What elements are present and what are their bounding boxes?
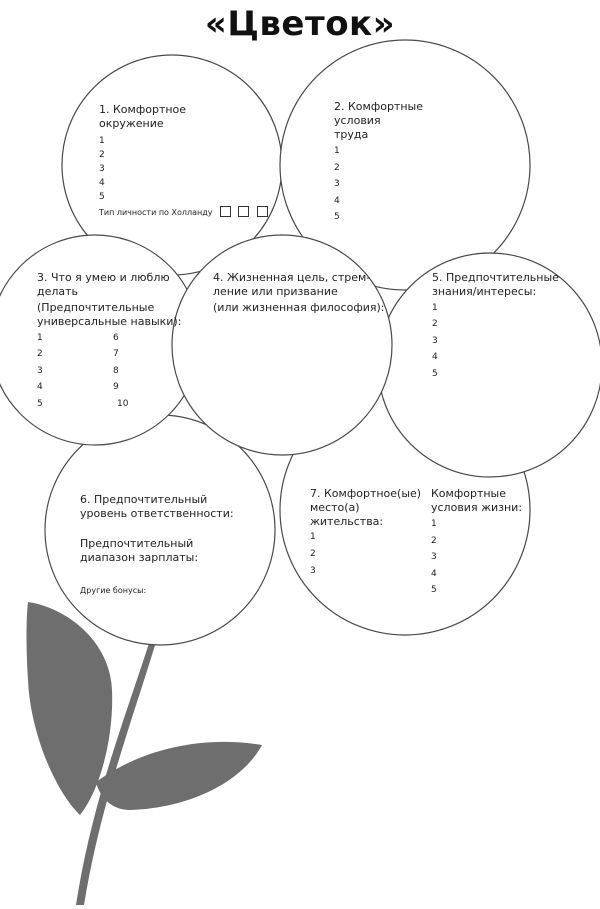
petal-5-number: 1	[432, 303, 438, 313]
life-conditions-number: 1	[431, 519, 437, 529]
petal-1-number: 5	[99, 192, 105, 202]
salary-heading-line-1: Предпочтительный	[80, 537, 194, 550]
petal-2-heading-line-3: труда	[334, 128, 369, 141]
petal-4-heading-line-1: 4. Жизненная цель, стрем-	[213, 271, 371, 284]
stem-and-leaves	[27, 602, 263, 905]
petal-5-number: 4	[432, 352, 438, 362]
other-bonuses-label: Другие бонусы:	[80, 586, 147, 595]
petal-2-number: 1	[334, 146, 340, 156]
petal-6-heading-line-1: 6. Предпочтительный	[80, 493, 208, 506]
petal-3-number: 10	[117, 399, 129, 409]
petal-1-number: 4	[99, 178, 105, 188]
petal-7-number: 3	[310, 566, 316, 576]
petal-3-number: 5	[37, 399, 43, 409]
petal-2-number: 3	[334, 179, 340, 189]
holland-type-box-1[interactable]	[220, 206, 231, 217]
life-conditions-heading-line-2: условия жизни:	[431, 501, 523, 514]
petal-7-heading-line-2: место(а)	[310, 501, 360, 514]
petal-5-heading-line-1: 5. Предпочтительные	[432, 271, 559, 284]
petal-2-number: 2	[334, 163, 340, 173]
petal-1-number: 3	[99, 164, 105, 174]
petal-6-heading-line-2: уровень ответственности:	[80, 507, 234, 520]
petal-4-circle	[172, 235, 392, 455]
petal-7-heading-line-1: 7. Комфортное(ые)	[310, 487, 422, 500]
petal-3-heading-line-1: 3. Что я умею и люблю	[37, 271, 170, 284]
petal-3-number: 7	[113, 349, 119, 359]
petal-5-heading-line-2: знания/интересы:	[432, 285, 537, 298]
petal-1-number: 1	[99, 136, 105, 146]
petal-3-number: 6	[113, 333, 119, 343]
holland-type-box-3[interactable]	[257, 206, 268, 217]
petal-3-heading-line-3: (Предпочтительные	[37, 301, 155, 314]
life-conditions-number: 4	[431, 569, 437, 579]
petal-3-heading-line-2: делать	[37, 285, 79, 298]
holland-type-label: Тип личности по Холланду	[99, 208, 213, 217]
salary-heading-line-2: диапазон зарплаты:	[80, 551, 199, 564]
petal-1-heading-line-1: 1. Комфортное	[99, 103, 187, 116]
petal-5-number: 2	[432, 319, 438, 329]
petal-3-circle	[0, 235, 200, 445]
petal-4-heading-line-2: ление или призвание	[213, 285, 338, 298]
petal-3-number: 3	[37, 366, 43, 376]
life-conditions-number: 3	[431, 552, 437, 562]
petal-3-heading-line-4: универсальные навыки):	[37, 315, 182, 328]
petal-7-number: 1	[310, 532, 316, 542]
petal-5-number: 3	[432, 336, 438, 346]
petal-2-heading-line-2: условия	[334, 114, 381, 127]
petal-3-number: 9	[113, 382, 119, 392]
petal-1-heading-line-2: окружение	[99, 117, 164, 130]
petal-2-heading-line-1: 2. Комфортные	[334, 100, 423, 113]
petal-3-number: 2	[37, 349, 43, 359]
life-conditions-number: 5	[431, 585, 437, 595]
life-conditions-number: 2	[431, 536, 437, 546]
petal-7-number: 2	[310, 549, 316, 559]
holland-type-box-2[interactable]	[238, 206, 249, 217]
petal-3-number: 4	[37, 382, 43, 392]
petal-6-circle	[45, 415, 275, 645]
petal-3-number: 1	[37, 333, 43, 343]
petal-3-number: 8	[113, 366, 119, 376]
petal-2-number: 4	[334, 196, 340, 206]
petal-4-heading-line-3: (или жизненная философия):	[213, 301, 385, 314]
petal-1-number: 2	[99, 150, 105, 160]
petal-2-number: 5	[334, 212, 340, 222]
petal-7-heading-line-3: жительства:	[310, 515, 384, 528]
life-conditions-heading-line-1: Комфортные	[431, 487, 507, 500]
petal-5-number: 5	[432, 369, 438, 379]
page-title: «Цветок»	[204, 4, 396, 44]
